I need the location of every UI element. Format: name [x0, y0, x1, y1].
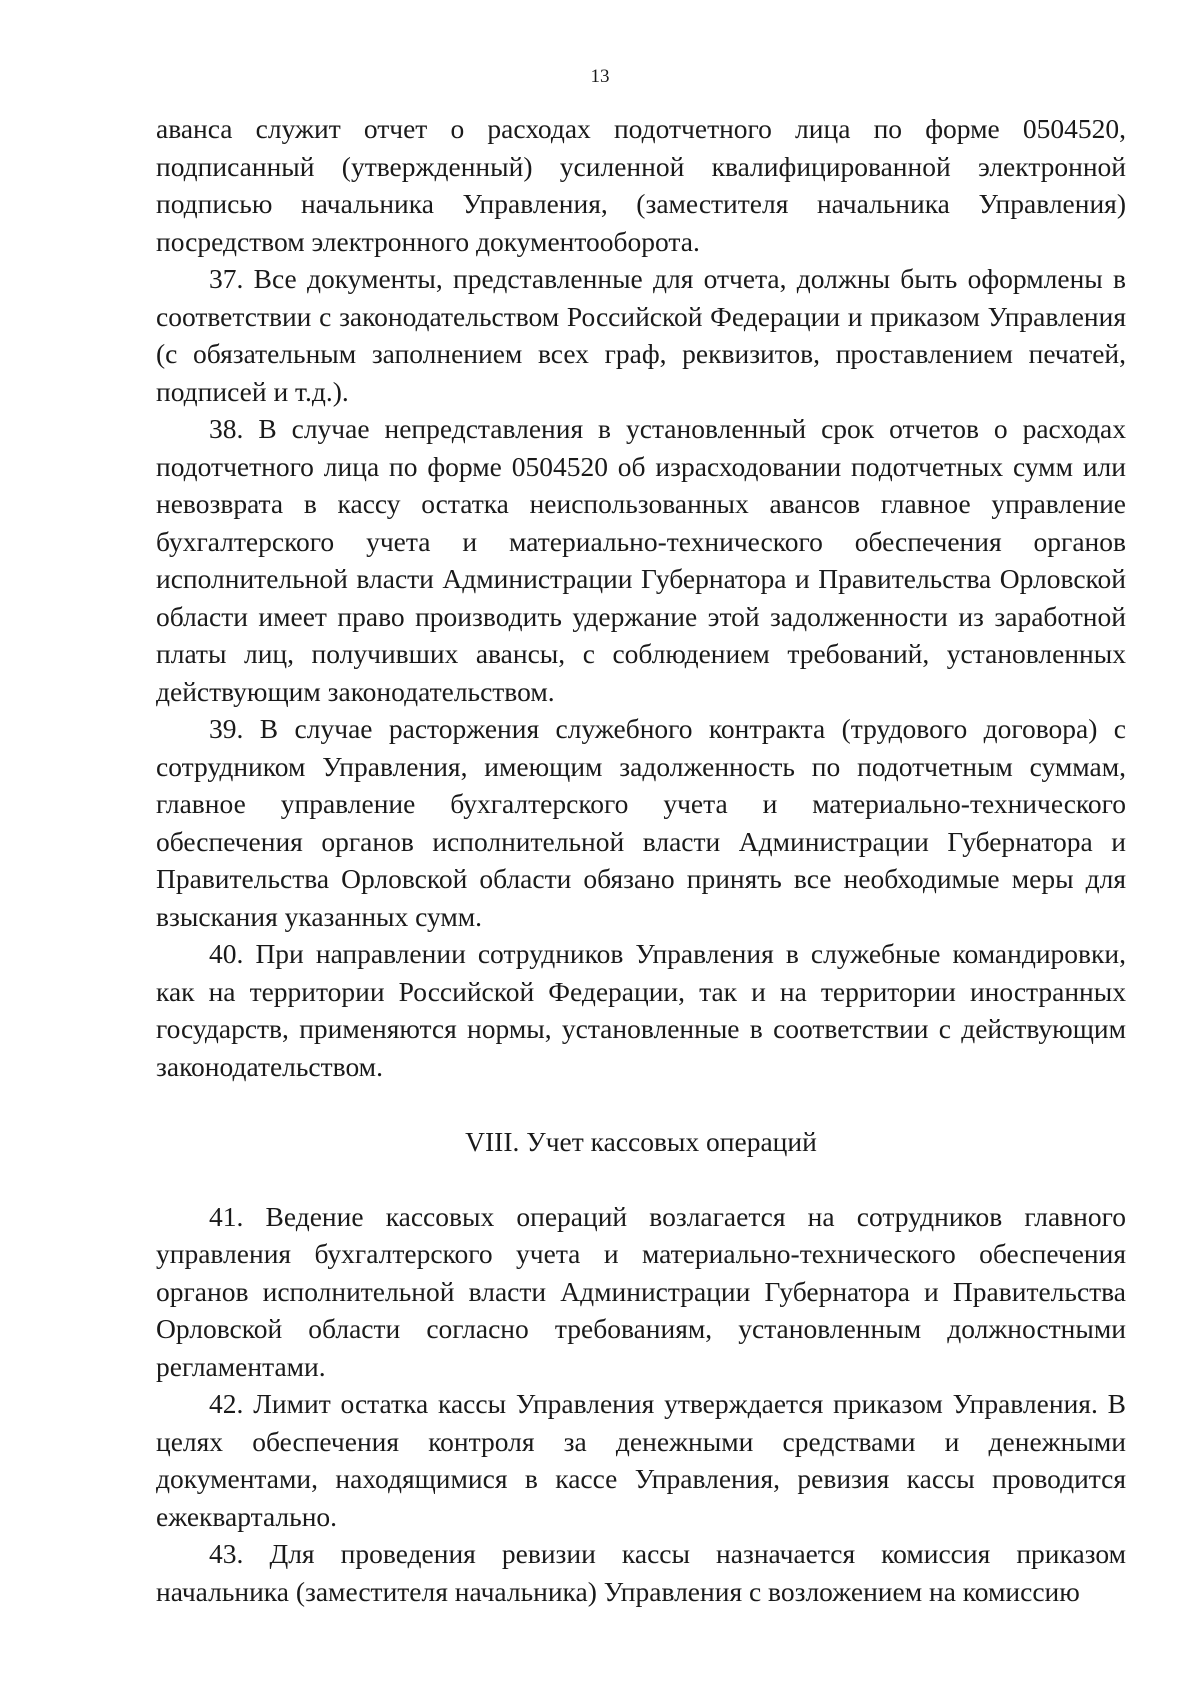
page-number: 13 [590, 66, 610, 87]
paragraph-39: 39. В случае расторжения служебного контракта (трудового договора) с сотрудником Управления, имеющим задолженность по подотчетным суммам, главное управление бухгалтерского учета и материально-технического обеспечения органов исполнительной власти Администрации Губернатора и Правительства Орловской области обязано принять все необходимые меры для взыскания указанных сумм. [156, 713, 1126, 932]
paragraph-37: 37. Все документы, представленные для отчета, должны быть оформлены в соответствии с законодательством Российской Федерации и приказом Управления (с обязательным заполнением всех граф, реквизитов, проставлением печатей, подписей и т.д.). [156, 263, 1126, 407]
document-body [156, 110, 1126, 1610]
paragraph-41: 41. Ведение кассовых операций возлагается на сотрудников главного управления бухгалтерского учета и материально-технического обеспечения органов исполнительной власти Администрации Губернатора и Правительства Орловской области согласно требованиям, установленным должностными регламентами. [156, 1200, 1126, 1382]
paragraph-36-continuation: аванса служит отчет о расходах подотчетного лица по форме 0504520, подписанный (утвержденный) усиленной квалифицированной электронной подписью начальника Управления, (заместителя начальника Управления) посредством электронного документооборота. [156, 113, 1126, 257]
section-heading: VIII. Учет кассовых операций [465, 1126, 817, 1157]
paragraph-42: 42. Лимит остатка кассы Управления утверждается приказом Управления. В целях обеспечения контроля за денежными средствами и денежными документами, находящимися в кассе Управления, ревизия кассы проводится ежеквартально. [156, 1388, 1126, 1532]
paragraph-43: 43. Для проведения ревизии кассы назначается комиссия приказом начальника (заместителя начальника) Управления с возложением на комиссию [156, 1538, 1126, 1607]
paragraph-40: 40. При направлении сотрудников Управления в служебные командировки, как на территории Российской Федерации, так и на территории иностранных государств, применяются нормы, установленные в соответствии с действующим законодательством. [156, 938, 1126, 1082]
paragraph-38: 38. В случае непредставления в установленный срок отчетов о расходах подотчетного лица по форме 0504520 об израсходовании подотчетных сумм или невозврата в кассу остатка неиспользованных авансов главное управление бухгалтерского учета и материально-технического обеспечения органов исполнительной власти Администрации Губернатора и Правительства Орловской области имеет право производить удержание этой задолженности из заработной платы лиц, получивших авансы, с соблюдением требований, установленных действующим законодательством. [156, 413, 1126, 707]
